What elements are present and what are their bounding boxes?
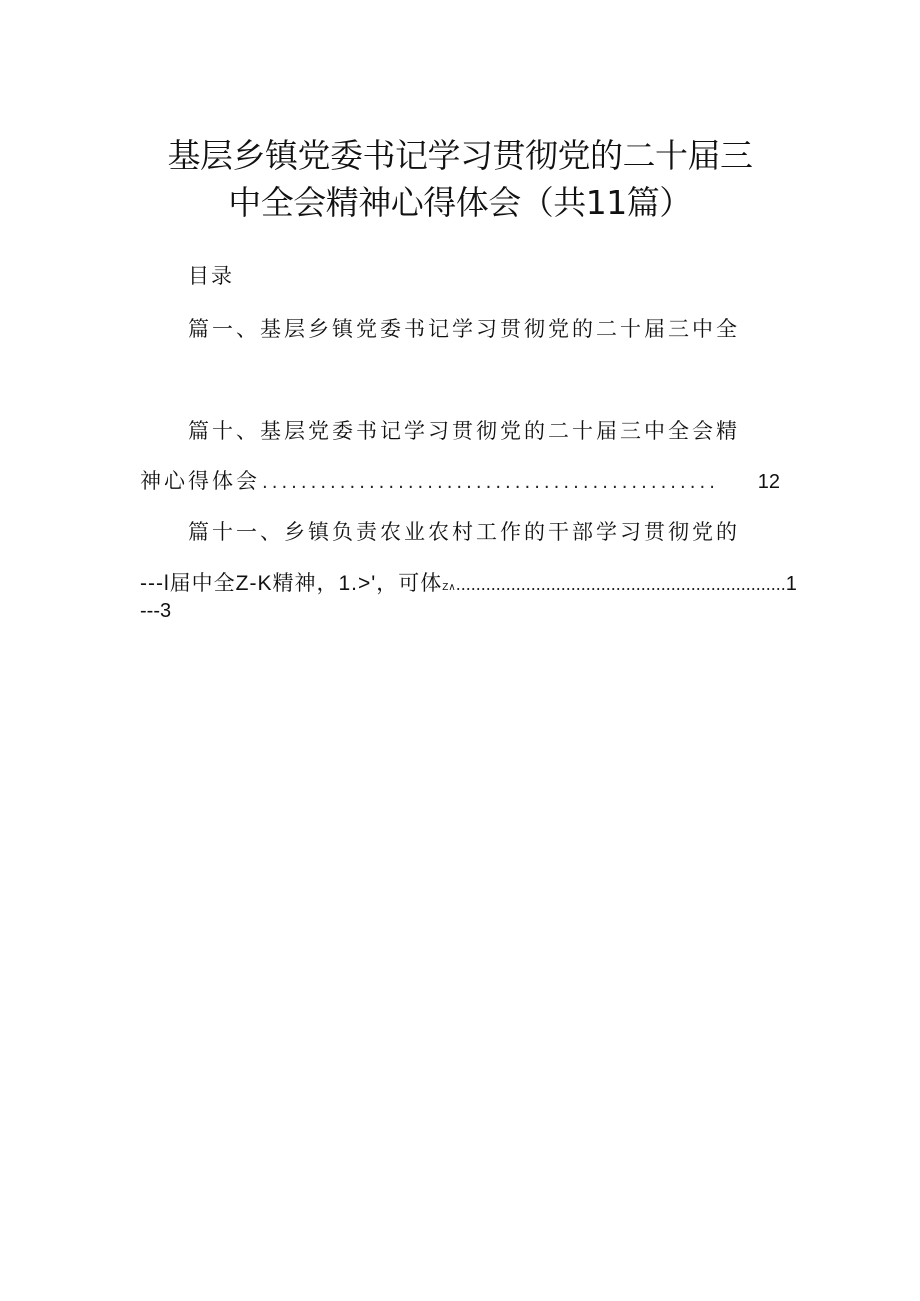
toc-entry-10-line-1: 篇十、基层党委书记学习贯彻党的二十届三中全会精: [188, 419, 740, 443]
toc-entry-11-text: ---l届中全Z-K精神，1.>'，可体: [140, 572, 443, 595]
toc-heading: 目录: [188, 264, 234, 288]
toc-entry-10-text: 神心得体会: [140, 469, 260, 493]
document-title-line-1: 基层乡镇党委书记学习贯彻党的二十届三: [167, 136, 753, 175]
toc-entry-1: 篇一、基层乡镇党委书记学习贯彻党的二十届三中全: [188, 317, 740, 341]
toc-entry-11-page-number-part-1: 1: [785, 573, 797, 595]
toc-entry-11-line-2: [140, 570, 797, 602]
toc-entry-11-line-1: 篇十一、乡镇负责农业农村工作的干部学习贯彻党的: [188, 520, 740, 544]
toc-entry-11-leader: ..................................................................: [455, 574, 786, 594]
document-title-line-2: 中全会精神心得体会（共11篇）: [228, 183, 692, 222]
toc-entry-11-page-number-part-2: ---3: [140, 600, 172, 622]
toc-entry-11-text-tail: Z∧: [442, 582, 456, 593]
toc-entry-10-line-2: [140, 467, 780, 497]
toc-entry-10-page-number: 12: [757, 471, 780, 493]
toc-entry-10-leader: ...............................................: [262, 472, 719, 493]
